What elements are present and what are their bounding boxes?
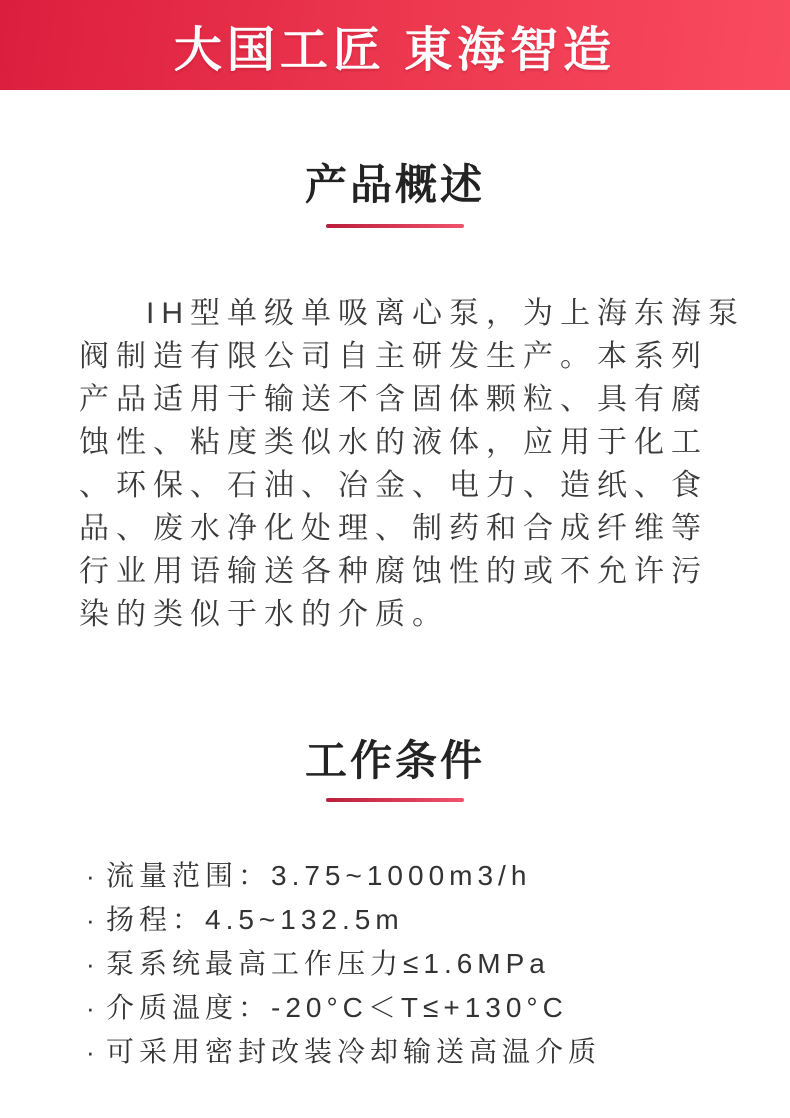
list-item — [86, 854, 790, 898]
list-item — [86, 986, 790, 1030]
condition-text: 扬程：4.5~132.5m — [106, 904, 404, 935]
conditions-list — [86, 854, 790, 1074]
list-item — [86, 1030, 790, 1074]
top-banner — [0, 0, 790, 90]
bullet-dot: · — [86, 993, 95, 1023]
condition-text: 介质温度：-20°C＜T≤+130°C — [106, 992, 568, 1023]
list-item — [86, 898, 790, 942]
section-title-overview: 产品概述 — [304, 161, 485, 208]
paragraph-line: 、环保、石油、冶金、电力、造纸、食 — [79, 469, 708, 502]
overview-title-underline — [326, 224, 464, 228]
conditions-title-underline — [326, 798, 464, 802]
bullet-dot: · — [86, 1037, 95, 1067]
banner-title: 大国工匠 東海智造 — [173, 23, 617, 77]
bullet-dot: · — [86, 905, 95, 935]
paragraph-line: IH型单级单吸离心泵，为上海东海泵 — [146, 297, 745, 330]
paragraph-line: 阀制造有限公司自主研发生产。本系列 — [79, 340, 708, 373]
paragraph-line: 品、废水净化处理、制药和合成纤维等 — [79, 512, 708, 545]
bullet-dot: · — [86, 949, 95, 979]
section-title-conditions: 工作条件 — [304, 737, 485, 784]
paragraph-line: 产品适用于输送不含固体颗粒、具有腐 — [79, 383, 708, 416]
list-item — [86, 942, 790, 986]
paragraph-line: 蚀性、粘度类似水的液体，应用于化工 — [79, 426, 708, 459]
paragraph-line: 行业用语输送各种腐蚀性的或不允许污 — [79, 555, 708, 588]
paragraph-line: 染的类似于水的介质。 — [79, 598, 449, 631]
condition-text: 流量范围：3.75~1000m3/h — [106, 860, 532, 891]
bullet-dot: · — [86, 861, 95, 891]
overview-paragraph — [79, 292, 745, 636]
condition-text: 可采用密封改装冷却输送高温介质 — [106, 1036, 602, 1067]
condition-text: 泵系统最高工作压力≤1.6MPa — [106, 948, 550, 979]
